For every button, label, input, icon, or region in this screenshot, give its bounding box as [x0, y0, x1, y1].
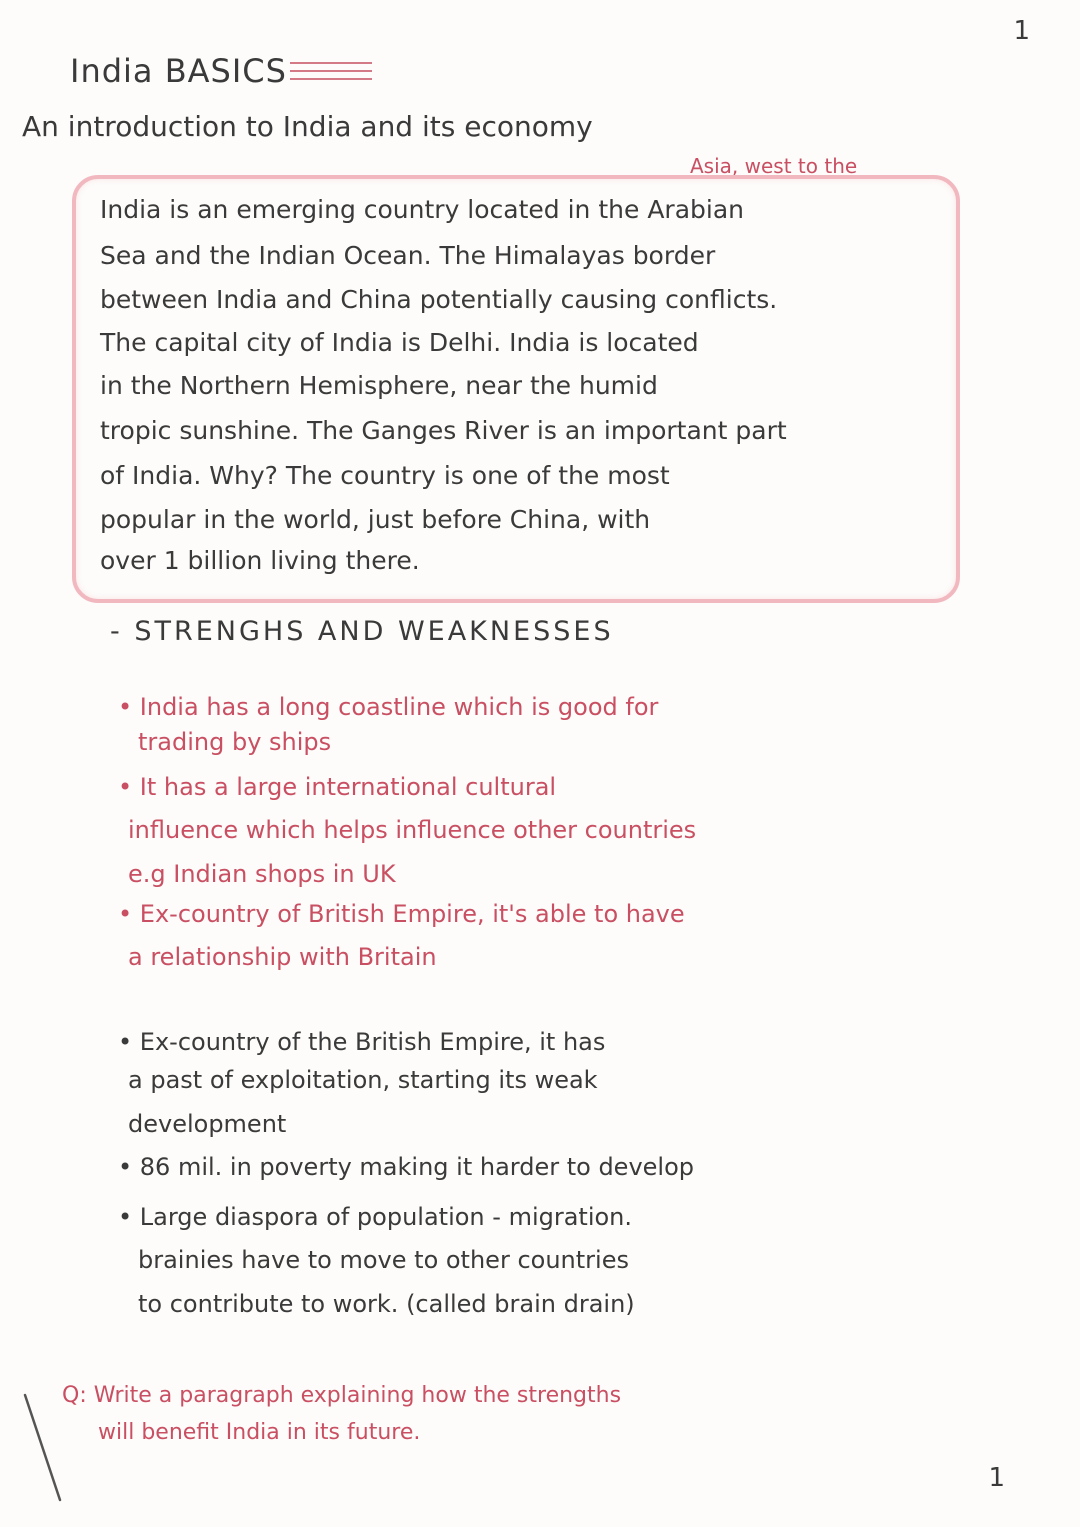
- weakness-1-line-2: a past of exploitation, starting its weak: [128, 1066, 598, 1094]
- title-underline-1: [290, 62, 372, 64]
- strength-3-line-1: • Ex-country of British Empire, it's able to have: [118, 900, 685, 928]
- subtitle: An introduction to India and its economy: [22, 110, 593, 143]
- weakness-1-line-3: development: [128, 1110, 287, 1138]
- title-underline-2: [290, 70, 372, 72]
- weakness-1-line-1: • Ex-country of the British Empire, it has: [118, 1028, 606, 1056]
- margin-arrow-mark: [20, 1390, 70, 1510]
- intro-line-7: of India. Why? The country is one of the most: [100, 461, 670, 490]
- page-title: India BASICS: [70, 52, 287, 90]
- strength-2-line-2: influence which helps influence other countries: [128, 816, 697, 844]
- section-title: - STRENGHS AND WEAKNESSES: [110, 616, 614, 647]
- strength-1-line-2: trading by ships: [138, 728, 332, 756]
- page-number-bottom: 1: [988, 1463, 1005, 1493]
- intro-line-3: between India and China potentially causing conflicts.: [100, 285, 778, 314]
- strength-2-line-3: e.g Indian shops in UK: [128, 860, 396, 888]
- intro-line-2: Sea and the Indian Ocean. The Himalayas border: [100, 241, 716, 270]
- weakness-3-line-1: • Large diaspora of population - migration.: [118, 1203, 633, 1231]
- question-line-1: Q: Write a paragraph explaining how the strengths: [62, 1383, 622, 1408]
- intro-line-1: India is an emerging country located in the Arabian: [100, 195, 745, 224]
- strength-3-line-2: a relationship with Britain: [128, 943, 437, 971]
- intro-line-9: over 1 billion living there.: [100, 546, 420, 575]
- question-line-2: will benefit India in its future.: [98, 1420, 421, 1445]
- weakness-2-line-1: • 86 mil. in poverty making it harder to develop: [118, 1153, 694, 1181]
- strength-1-line-1: • India has a long coastline which is good for: [118, 693, 659, 721]
- weakness-3-line-3: to contribute to work. (called brain drain): [138, 1290, 635, 1318]
- intro-note-above: Asia, west to the: [690, 154, 858, 178]
- intro-line-8: popular in the world, just before China, with: [100, 505, 651, 534]
- intro-line-6: tropic sunshine. The Ganges River is an important part: [100, 416, 787, 445]
- weakness-3-line-2: brainies have to move to other countries: [138, 1246, 629, 1274]
- intro-line-4: The capital city of India is Delhi. India is located: [100, 328, 699, 357]
- page-number-top: 1: [1013, 16, 1030, 46]
- title-underline-3: [290, 78, 372, 80]
- strength-2-line-1: • It has a large international cultural: [118, 773, 557, 801]
- intro-line-5: in the Northern Hemisphere, near the humid: [100, 371, 658, 400]
